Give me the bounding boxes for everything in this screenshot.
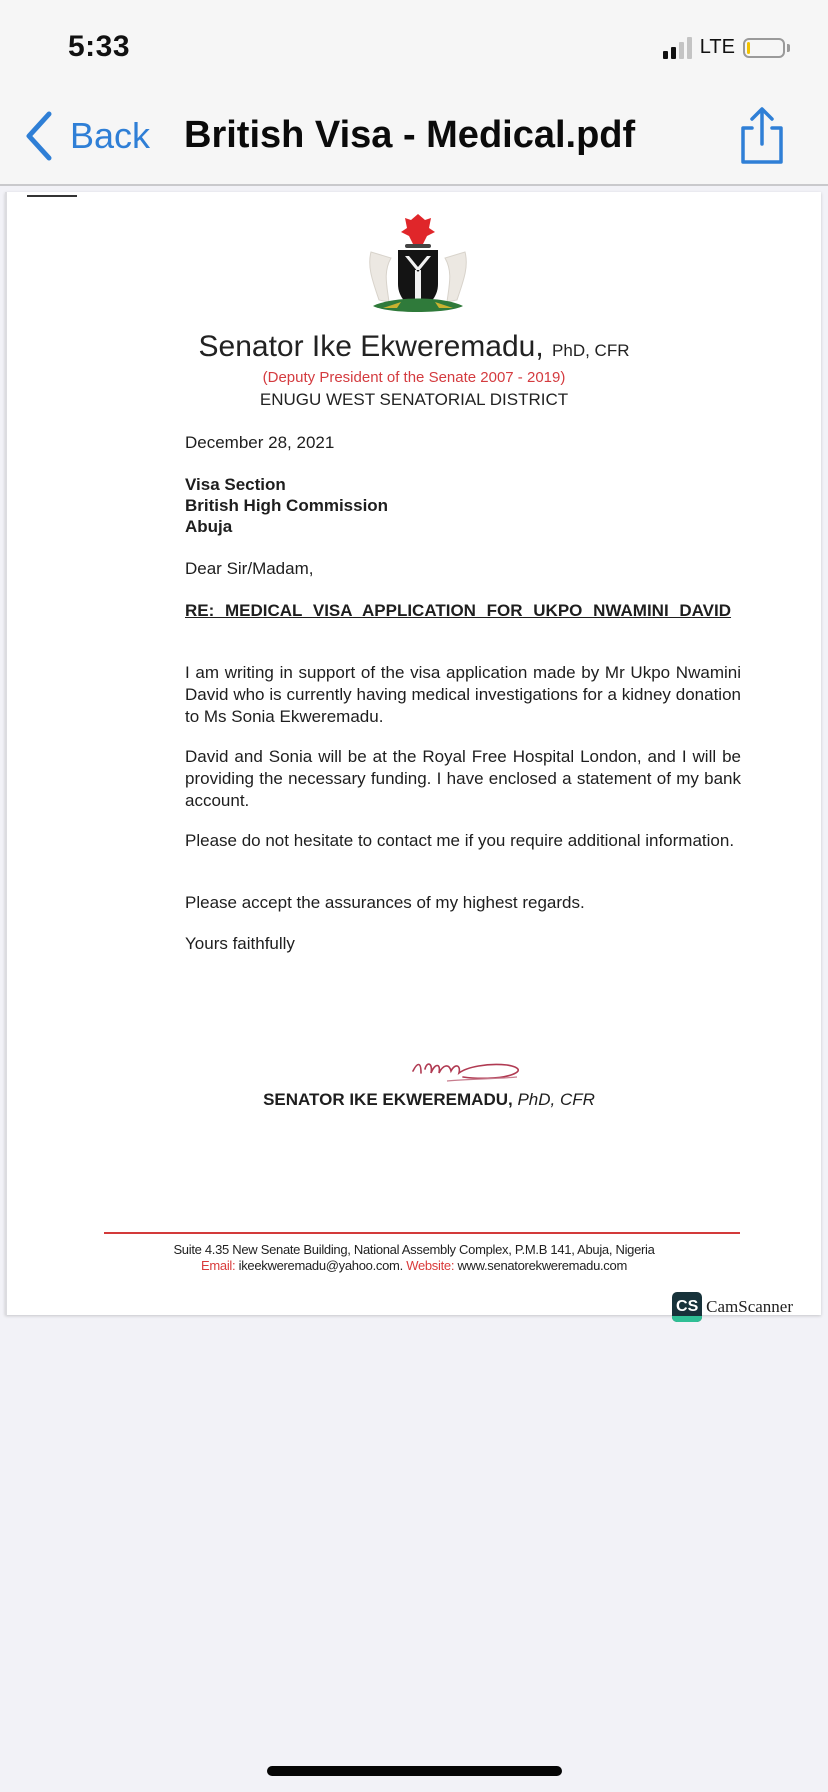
back-label: Back: [70, 115, 151, 156]
network-type: LTE: [699, 36, 735, 58]
signatory: [7, 1090, 821, 1110]
letterhead-credentials: PhD, CFR: [552, 341, 630, 360]
recipient-line: Abuja: [185, 517, 233, 536]
letter-subject: RE: MEDICAL VISA APPLICATION FOR UKPO NWAMINI DAVID: [185, 601, 732, 620]
letterhead-name: [7, 330, 821, 364]
handwritten-signature: [407, 1049, 547, 1089]
website-label: Website:: [406, 1258, 455, 1273]
status-indicators: [663, 36, 790, 59]
letter-paragraph: Please do not hesitate to contact me if you require additional information.: [185, 831, 735, 850]
letter-paragraph: I am writing in support of the visa application made by Mr Ukpo Nwamini David who is currently having medical investigations for a kidney donation to Ms Sonia Ekweremadu.: [185, 663, 741, 726]
letterhead-role: (Deputy President of the Senate 2007 - 2019): [262, 369, 566, 386]
salutation: Dear Sir/Madam,: [185, 559, 314, 578]
camscanner-label: CamScanner: [706, 1297, 793, 1316]
footer-address: Suite 4.35 New Senate Building, National Assembly Complex, P.M.B 141, Abuja, Nigeria: [173, 1242, 655, 1257]
letterhead-name-text: Senator Ike Ekweremadu,: [198, 330, 544, 363]
status-bar: [0, 0, 828, 92]
letter-date: December 28, 2021: [185, 433, 335, 452]
email-address: ikeekweremadu@yahoo.com.: [238, 1258, 403, 1273]
scan-artifact: [27, 195, 77, 197]
letter-paragraph: Please accept the assurances of my highest regards.: [185, 893, 585, 912]
signal-strength-icon: [663, 37, 692, 59]
letter-closing: Yours faithfully: [185, 934, 295, 953]
recipient-line: British High Commission: [185, 496, 389, 515]
footer-contact: [7, 1258, 821, 1273]
chevron-left-icon: [22, 110, 56, 162]
letterhead-district: ENUGU WEST SENATORIAL DISTRICT: [259, 390, 569, 409]
website-url: www.senatorekweremadu.com: [457, 1258, 627, 1273]
letter-paragraph: David and Sonia will be at the Royal Free Hospital London, and I will be providing the necessary funding. I have enclosed a statement of my bank account.: [185, 747, 741, 810]
share-icon[interactable]: [736, 104, 788, 168]
footer-divider: [104, 1232, 740, 1234]
email-label: Email:: [201, 1258, 236, 1273]
camscanner-watermark: [672, 1292, 793, 1322]
pdf-page[interactable]: [5, 192, 821, 1315]
recipient-line: Visa Section: [185, 475, 286, 494]
document-title: British Visa - Medical.pdf: [184, 114, 636, 156]
battery-icon: [743, 38, 785, 58]
camscanner-logo: CS: [672, 1292, 702, 1322]
battery-nub: [787, 44, 790, 52]
home-indicator[interactable]: [267, 1766, 562, 1776]
signatory-name: SENATOR IKE EKWEREMADU,: [263, 1090, 513, 1109]
back-button[interactable]: [22, 110, 150, 162]
coat-of-arms-icon: [353, 212, 483, 320]
navigation-bar: [0, 92, 828, 186]
signatory-credentials: PhD, CFR: [517, 1090, 595, 1109]
status-time: 5:33: [68, 30, 131, 63]
